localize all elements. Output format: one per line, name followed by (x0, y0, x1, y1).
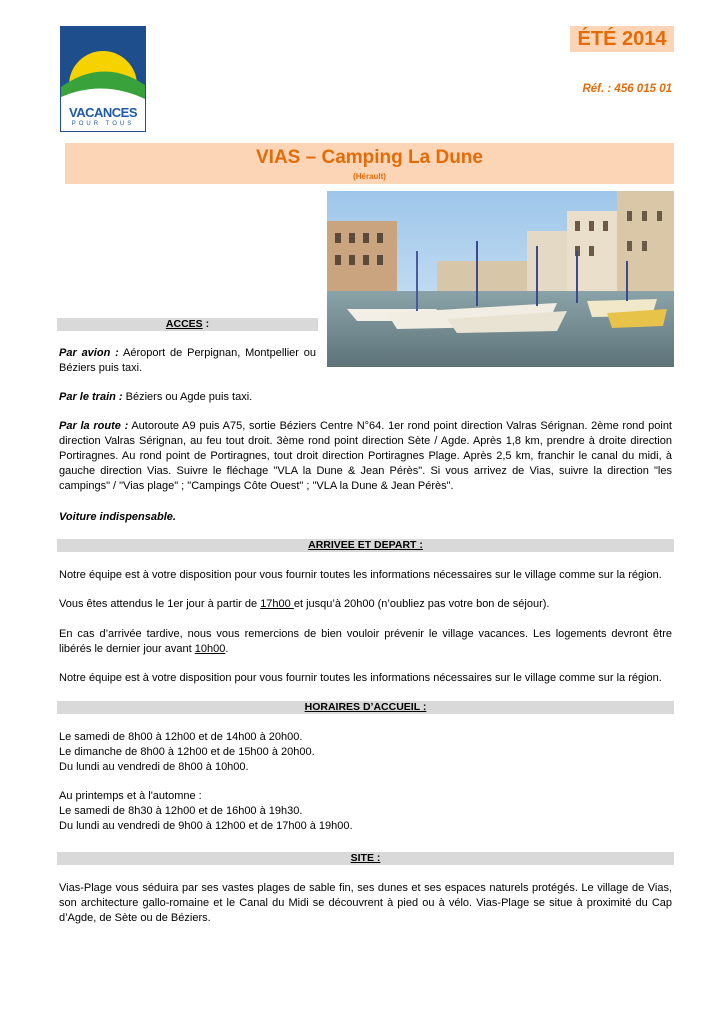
arrival-time: 17h00 (260, 598, 294, 610)
arrivee-p3-a: En cas d’arrivée tardive, nous vous remercions de bien vouloir prévenir le village vacances. Les logements devront être libérés le dernier jour avant (59, 628, 672, 655)
horaires-block-1 (59, 730, 672, 775)
site-heading-label: SITE : (350, 852, 381, 864)
acces-train (59, 390, 316, 405)
horaires-heading-label: HORAIRES D’ACCUEIL : (304, 701, 427, 713)
horaires-heading (57, 701, 674, 714)
acces-heading-label: ACCES (165, 318, 203, 330)
horaires-line: Le samedi de 8h00 à 12h00 et de 14h00 à 20h00. (59, 731, 303, 743)
acces-avion (59, 346, 316, 376)
arrivee-heading-label: ARRIVEE ET DEPART : (308, 539, 423, 551)
horaires-line: Du lundi au vendredi de 9h00 à 12h00 et de 17h00 à 19h00. (59, 820, 353, 832)
arrivee-p3-b: . (225, 643, 229, 655)
departure-time: 10h00 (194, 643, 226, 655)
acces-heading-colon: : (202, 318, 210, 330)
train-text: Béziers ou Agde puis taxi. (122, 391, 253, 403)
reference-number: Réf. : 456 015 01 (582, 83, 672, 95)
logo-tagline: POUR TOUS (71, 121, 135, 127)
page-title: VIAS – Camping La Dune (256, 147, 483, 168)
arrivee-p3 (59, 627, 672, 657)
logo-brand-text: VACANCES (69, 105, 137, 120)
site-text: Vias-Plage vous séduira par ses vastes plages de sable fin, ses dunes et ses espaces naturels protégés. Le village de Vias, son architecture gallo-romaine et le Canal du Midi se découvrent à pied ou à vélo. Vias-Plage se situe à proximité du Cap d’Agde, de Sète ou de Béziers. (59, 882, 672, 924)
arrivee-p2-a: Vous êtes attendus le 1er jour à partir de (59, 598, 261, 610)
horaires-line: Le samedi de 8h30 à 12h00 et de 16h00 à 19h30. (59, 805, 303, 817)
page-subtitle: (Hérault) (353, 172, 386, 181)
acces-route (59, 419, 672, 494)
site-heading (57, 852, 674, 865)
arrivee-p4: Notre équipe est à votre disposition pour vous fournir toutes les informations nécessaires sur le village comme sur la région. (59, 672, 662, 684)
arrivee-p2 (59, 597, 672, 612)
title-box (65, 143, 674, 184)
arrivee-p1: Notre équipe est à votre disposition pour vous fournir toutes les informations nécessaires sur le village comme sur la région. (59, 569, 662, 581)
horaires-block-2 (59, 789, 672, 834)
train-label: Par le train : (59, 391, 123, 403)
arrivee-heading (57, 539, 674, 552)
route-text: Autoroute A9 puis A75, sortie Béziers Centre N°64. 1er rond point direction Valras Sérignan. 2ème rond point direction Valras Sérignan, au feu tout droit. 3ème rond point direction Sète / Agde. Après 1,8 km, prendre à droite direction Portiragnes. Au rond point de Portiragnes, tout droit direction Portiragnes Plage. Après 2,5 km, franchir le canal du midi, à gauche direction Vias. Suivre le fléchage "VLA la Dune & Jean Pérès". Si vous arrivez de Vias, suivre la direction "les campings" / "Vias plage" ; "Campings Côte Ouest" ; "VLA la Dune & Jean Pérès". (59, 420, 672, 492)
acces-heading (57, 318, 318, 331)
avion-label: Par avion : (59, 347, 119, 359)
season-label: ÉTÉ 2014 (570, 26, 674, 52)
avion-text: Aéroport de Perpignan, Montpellier ou Béziers puis taxi. (59, 347, 317, 374)
horaires-line: Au printemps et à l'automne : (59, 790, 202, 802)
arrivee-p2-b: et jusqu’à 20h00 (n’oubliez pas votre bon de séjour). (293, 598, 550, 610)
horaires-line: Du lundi au vendredi de 8h00 à 10h00. (59, 761, 249, 773)
logo-sun-sea-icon (61, 27, 145, 105)
vacances-pour-tous-logo (60, 26, 146, 132)
voiture-note: Voiture indispensable. (59, 511, 176, 523)
route-label: Par la route : (59, 420, 129, 432)
horaires-line: Le dimanche de 8h00 à 12h00 et de 15h00 à 20h00. (59, 746, 315, 758)
harbor-boats-photo (327, 191, 674, 367)
